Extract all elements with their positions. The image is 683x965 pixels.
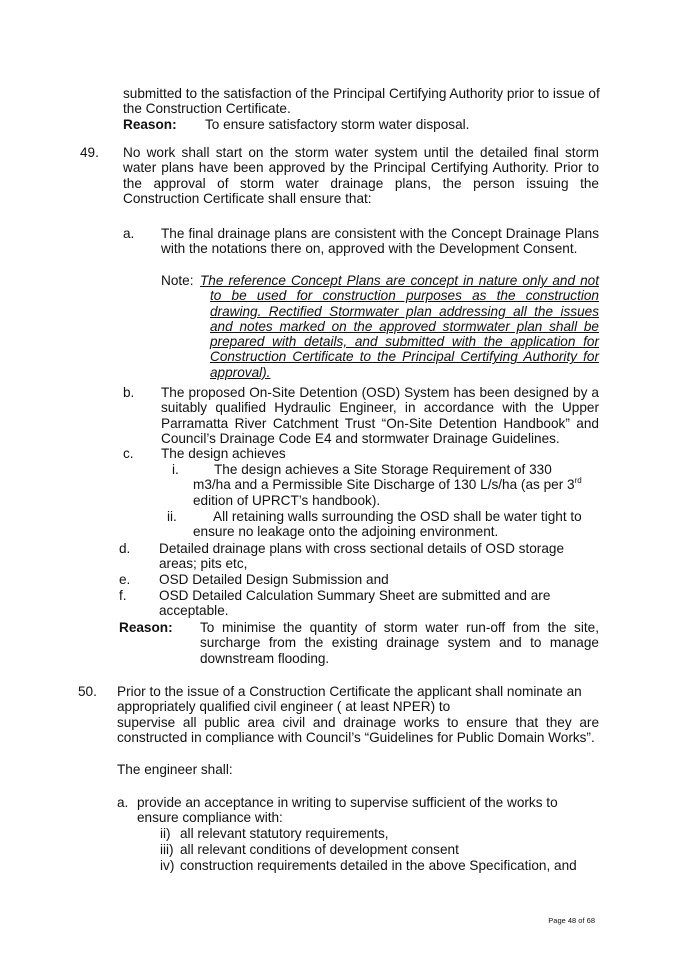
item-label: c. (123, 446, 134, 461)
condition-number: 50. (78, 684, 97, 699)
item-label: b. (123, 385, 135, 400)
item-label: f. (119, 588, 127, 603)
continuation-paragraph: submitted to the satisfaction of the Principal Certifying Authority prior to issue of the Construction Certificate. (123, 86, 600, 117)
item-text: The proposed On-Site Detention (OSD) System has been designed by a suitably qualified Hydraulic Engineer, in accordance with the Upper Parramatta River Catchment Trust “On-Site Detention Handbook” and Council’s Drainage Code E4 and stormwater Drainage Guidelines. (161, 385, 599, 446)
subitem-label: iii) (160, 842, 174, 857)
subitem-label: iv) (160, 858, 175, 873)
page-number: Page 48 of 68 (548, 916, 595, 925)
item-text: provide an acceptance in writing to supervise sufficient of the works to ensure compliance with: (137, 795, 558, 826)
condition-text: Prior to the issue of a Construction Certificate the applicant shall nominate an appropriately qualified civil engineer ( at least NPER) to (117, 684, 582, 715)
reason-text: To ensure satisfactory storm water disposal. (205, 117, 470, 132)
condition-text: supervise all public area civil and drainage works to ensure that they are constructed in compliance with Council’s “Guidelines for Public Domain Works”. (117, 715, 599, 746)
item-label: d. (119, 541, 131, 556)
item-text: OSD Detailed Design Submission and (159, 572, 389, 587)
condition-text: The engineer shall: (117, 762, 233, 777)
item-text: OSD Detailed Calculation Summary Sheet are submitted and are acceptable. (159, 588, 551, 619)
item-label: e. (119, 572, 131, 587)
item-text: The final drainage plans are consistent with the Concept Drainage Plans with the notations there on, approved with the Development Consent. (161, 226, 599, 257)
item-label: a. (123, 226, 135, 241)
subitem-text: all relevant statutory requirements, (180, 826, 389, 841)
item-label: a. (117, 795, 129, 810)
subitem-text (193, 462, 593, 508)
item-text: Detailed drainage plans with cross sectional details of OSD storage areas; pits etc, (159, 541, 565, 572)
subitem-text-part: edition of UPRCT’s handbook). (193, 492, 381, 508)
subitem-text: construction requirements detailed in the above Specification, and (180, 858, 577, 873)
reason-text: To minimise the quantity of storm water run-off from the site, surcharge from the existing drainage system and to manage downstream flooding. (200, 620, 599, 666)
note-text: The reference Concept Plans are concept in nature only and not to be used for construction purposes as the construction drawing. Rectified Stormwater plan addressing all the issues and notes marked on the approved stormwater plan shall be prepared with details, and submitted with the application for Construction Certificate to the Principal Certifying Authority for approval). (200, 273, 599, 380)
subitem-text: all relevant conditions of development consent (180, 842, 459, 857)
superscript: rd (574, 476, 582, 486)
reason-label: Reason: (119, 620, 173, 635)
subitem-label: ii. (167, 509, 177, 524)
condition-text: No work shall start on the storm water system until the detailed final storm water plans have been approved by the Principal Certifying Authority. Prior to the approval of storm water drainage plans, the person issuing the Construction Certificate shall ensure that: (123, 145, 599, 206)
condition-number: 49. (80, 145, 99, 160)
subitem-label: i. (172, 462, 179, 477)
note-label: Note: (161, 273, 194, 288)
reason-label: Reason: (123, 117, 177, 132)
item-text: The design achieves (161, 446, 286, 461)
subitem-label: ii) (160, 826, 171, 841)
subitem-text: All retaining walls surrounding the OSD shall be water tight to ensure no leakage onto the adjoining environment. (193, 509, 582, 540)
subitem-text-part: The design achieves a Site Storage Requirement of 330 m3/ha and a Permissible Site Discharge of 130 L/s/ha (as per 3 (193, 462, 575, 493)
